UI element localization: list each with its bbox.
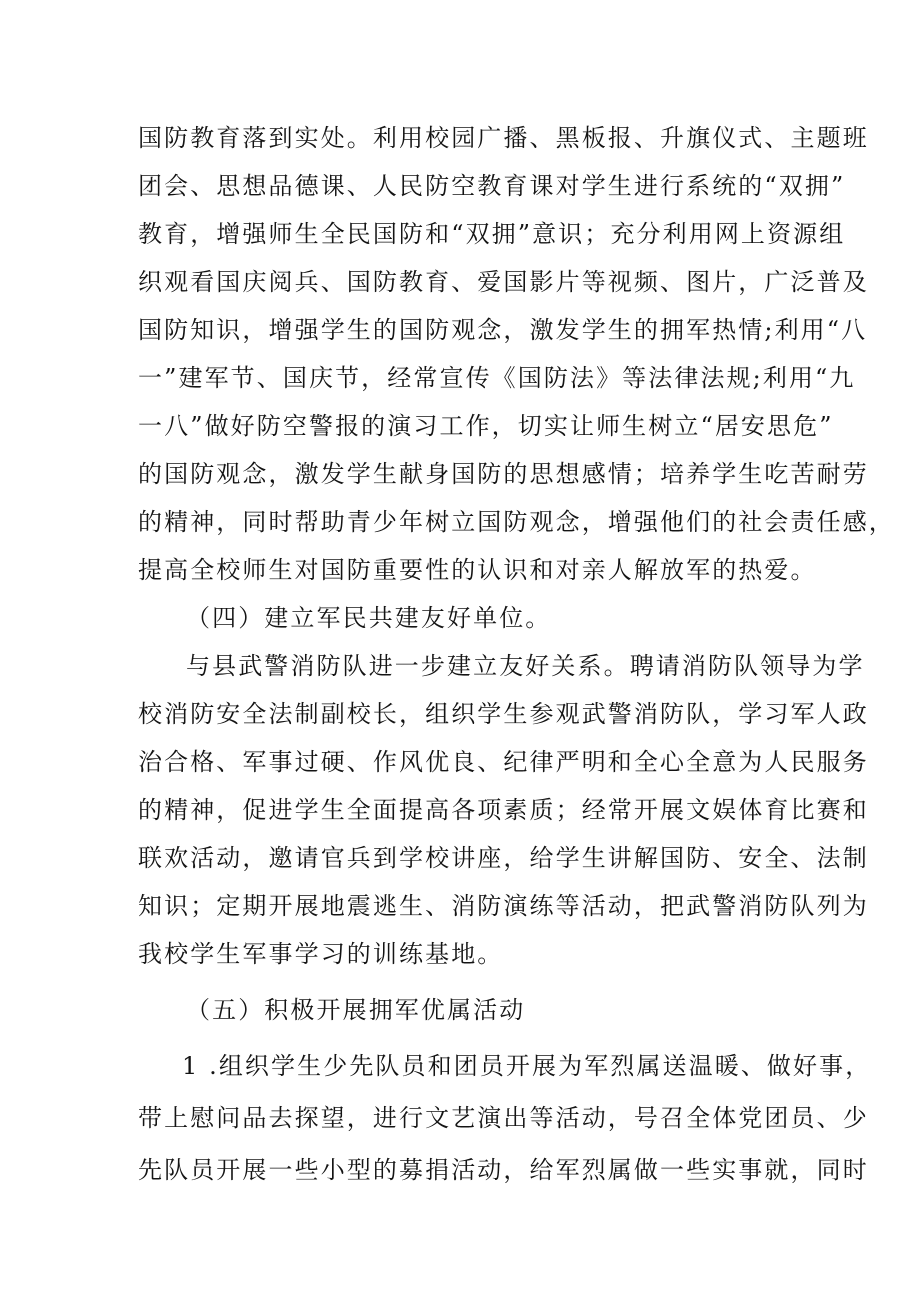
paragraph-line: 治合格、军事过硬、作风优良、纪律严明和全心全意为人民服务 bbox=[138, 748, 869, 776]
paragraph-line: 校消防安全法制副校长，组织学生参观武警消防队，学习军人政 bbox=[138, 700, 869, 728]
paragraph-line: 国防知识，增强学生的国防观念，激发学生的拥军热情;利用“八 bbox=[138, 316, 868, 344]
paragraph-line: 带上慰问品去探望，进行文艺演出等活动，号召全体党团员、少 bbox=[138, 1104, 869, 1132]
paragraph-line: 我校学生军事学习的训练基地。 bbox=[138, 940, 504, 968]
paragraph-line: 与县武警消防队进一步建立友好关系。聘请消防队领导为学 bbox=[186, 652, 865, 680]
paragraph-line: 先队员开展一些小型的募捐活动，给军烈属做一些实事就，同时 bbox=[138, 1156, 869, 1184]
paragraph-line: 的精神，同时帮助青少年树立国防观念，增强他们的社会责任感， bbox=[138, 508, 895, 536]
paragraph-line: 教育，增强师生全民国防和“双拥”意识；充分利用网上资源组 bbox=[138, 220, 846, 248]
paragraph-line: 的精神，促进学生全面提高各项素质；经常开展文娱体育比赛和 bbox=[138, 796, 869, 824]
paragraph-line: 团会、思想品德课、人民防空教育课对学生进行系统的“双拥” bbox=[138, 172, 846, 200]
paragraph-line: 的国防观念，激发学生献身国防的思想感情；培养学生吃苦耐劳 bbox=[138, 460, 869, 488]
paragraph-line: 一”建军节、国庆节，经常宣传《国防法》等法律法规;利用“九 bbox=[138, 364, 856, 392]
paragraph-line: 织观看国庆阅兵、国防教育、爱国影片等视频、图片，广泛普及 bbox=[138, 268, 869, 296]
paragraph-line: 1 .组织学生少先队员和团员开展为军烈属送温暖、做好事， bbox=[182, 1052, 872, 1080]
paragraph-line: 提高全校师生对国防重要性的认识和对亲人解放军的热爱。 bbox=[138, 556, 817, 584]
paragraph-line: 联欢活动，邀请官兵到学校讲座，给学生讲解国防、安全、法制 bbox=[138, 844, 869, 872]
paragraph-line: 一八”做好防空警报的演习工作，切实让师生树立“居安思危” bbox=[138, 412, 834, 440]
section-heading-5: （五）积极开展拥军优属活动 bbox=[186, 996, 526, 1024]
paragraph-line: 知识；定期开展地震逃生、消防演练等活动，把武警消防队列为 bbox=[138, 892, 869, 920]
section-heading-4: （四）建立军民共建友好单位。 bbox=[186, 604, 552, 632]
paragraph-line: 国防教育落到实处。利用校园广播、黑板报、升旗仪式、主题班 bbox=[138, 124, 869, 152]
